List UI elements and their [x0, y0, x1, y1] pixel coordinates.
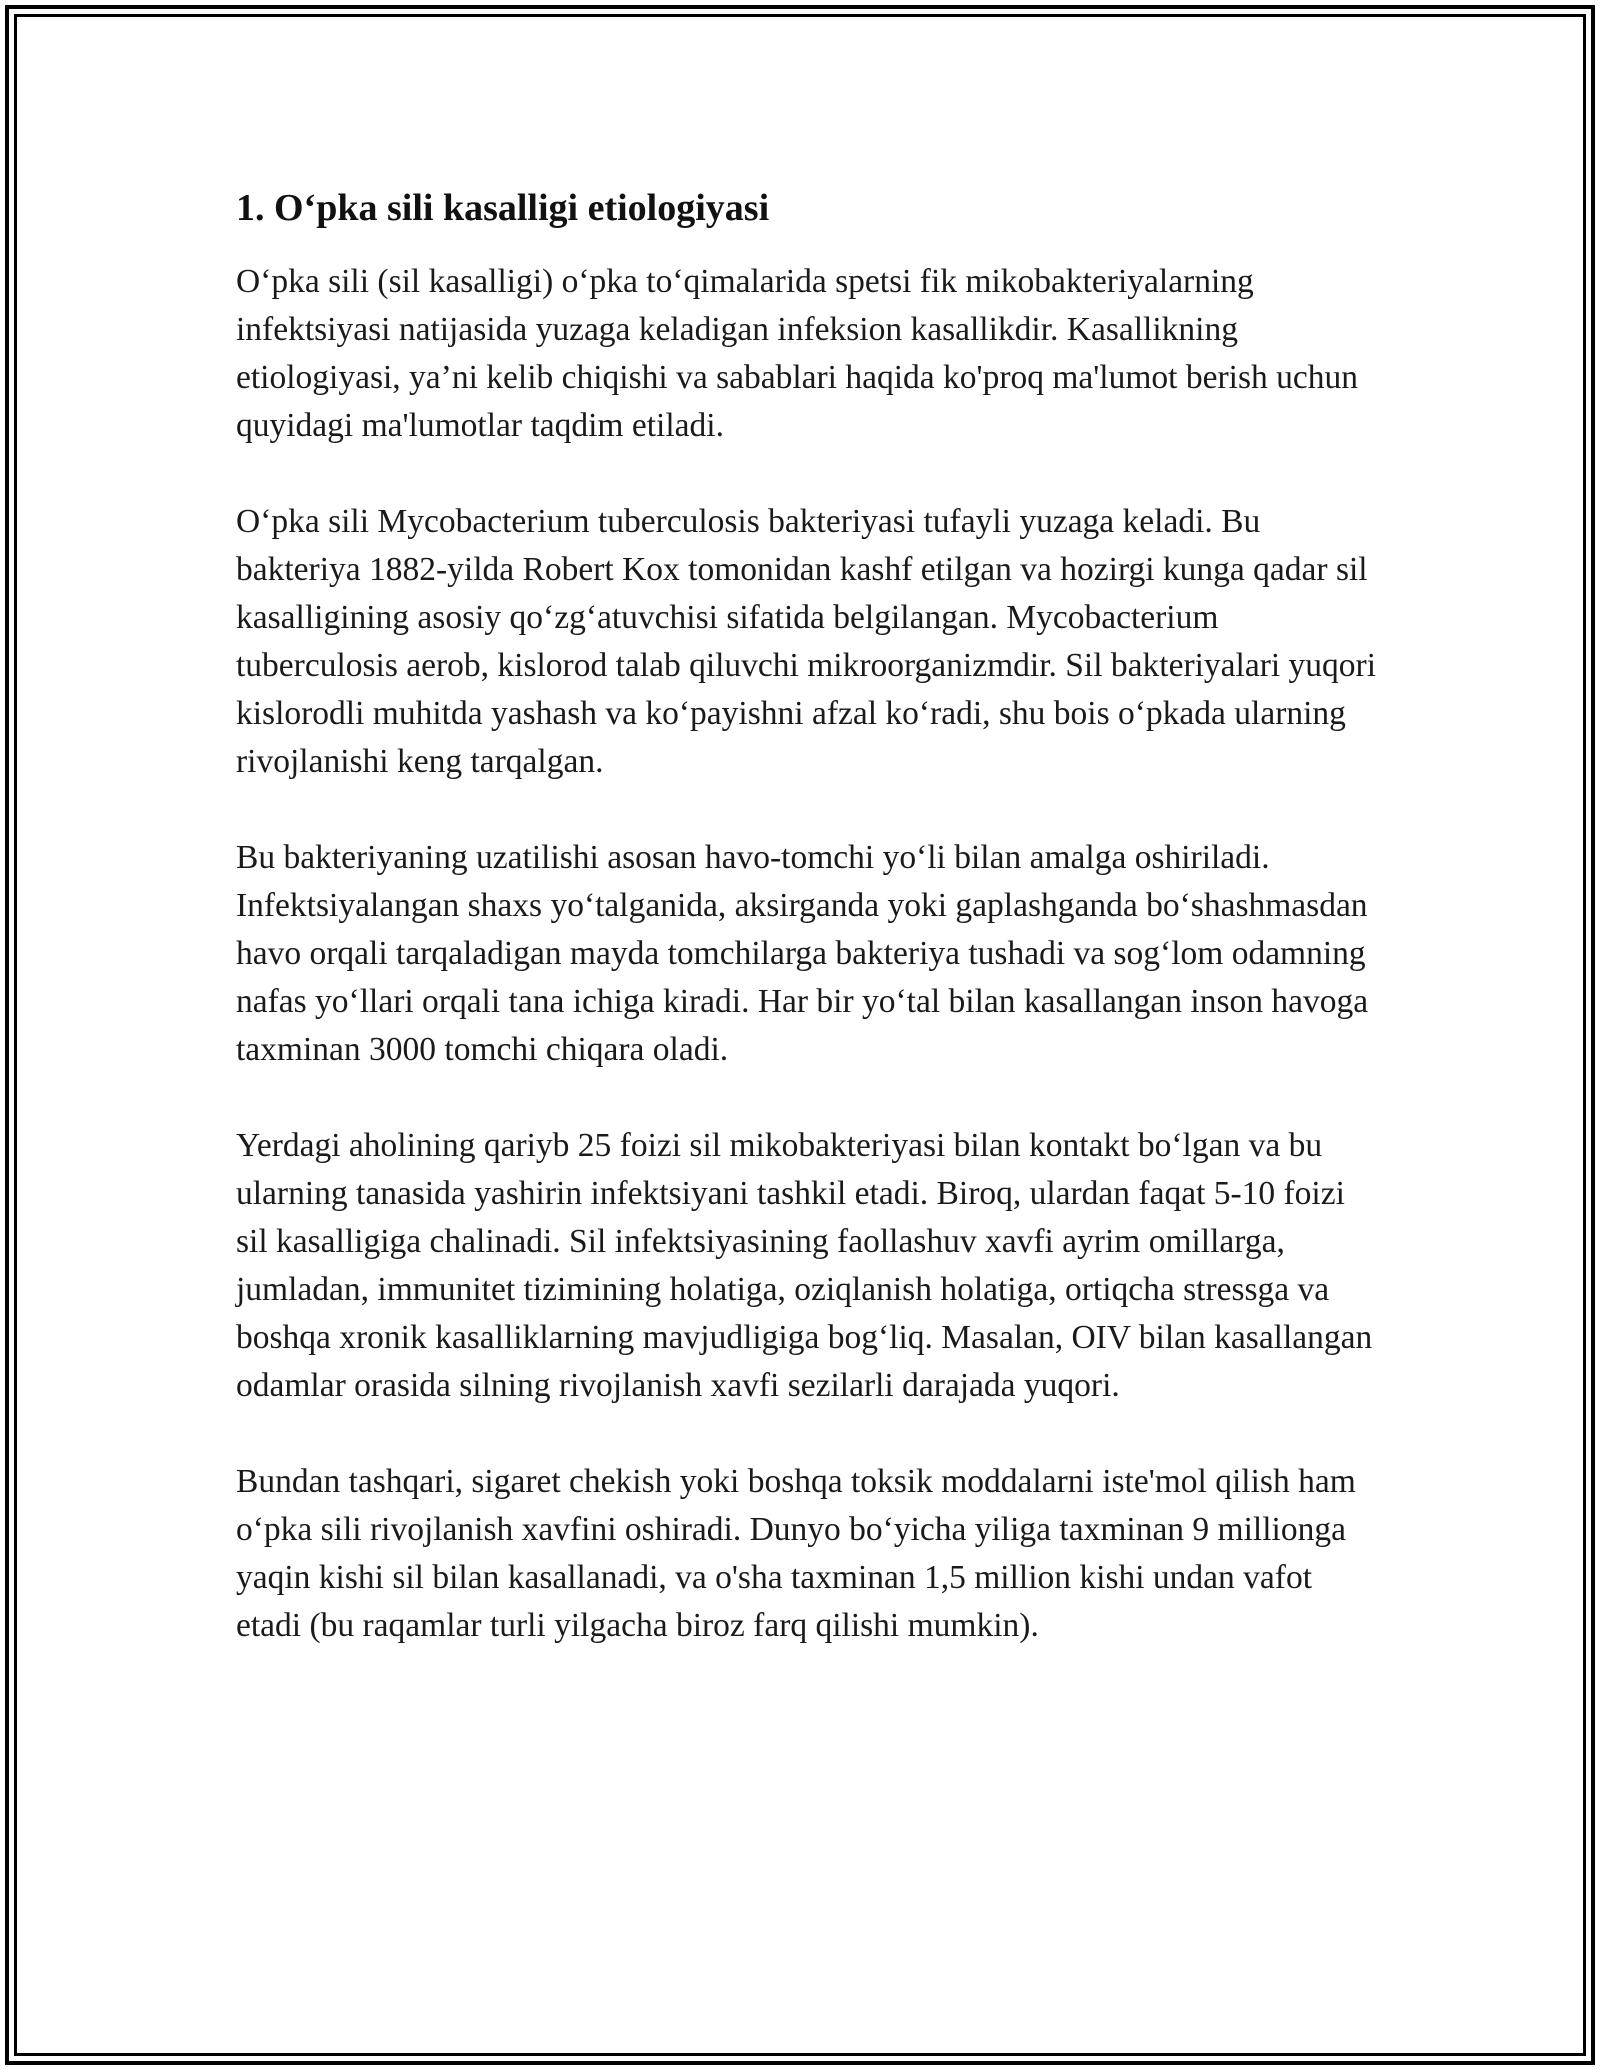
- document-title: 1. O‘pka sili kasalligi etiologiyasi: [236, 187, 770, 229]
- paragraph-risk-factors: Yerdagi aholining qariyb 25 foizi sil mikobakteriyasi bilan kontakt bo‘lgan va bu ularning tanasida yashirin infektsiyani tashkil etadi. Biroq, ulardan faqat 5-10 foizi sil kasalligiga chalinadi. Sil infektsiyasining faollashuv xavfi ayrim omillarga, jumladan, immunitet tizimining holatiga, oziqlanish holatiga, ortiqcha stressga va boshqa xronik kasalliklarning mavjudligiga bog‘liq. Masalan, OIV bilan kasallangan odamlar orasida silning rivojlanish xavfi sezilarli darajada yuqori.: [236, 1126, 1373, 1404]
- paragraph-statistics: Bundan tashqari, sigaret chekish yoki boshqa toksik moddalarni iste'mol qilish ham o‘pka sili rivojlanish xavfini oshiradi. Dunyo bo‘yicha yiliga taxminan 9 millionga yaqin kishi sil bilan kasallanadi, va o'sha taxminan 1,5 million kishi undan vafot etadi (bu raqamlar turli yilgacha biroz farq qilishi mumkin).: [236, 1462, 1356, 1644]
- paragraph-transmission: Bu bakteriyaning uzatilishi asosan havo-tomchi yo‘li bilan amalga oshiriladi. Infektsiyalangan shaxs yo‘talganida, aksirganda yoki gaplashganda bo‘shashmasdan havo orqali tarqaladigan mayda tomchilarga bakteriya tushadi va sog‘lom odamning nafas yo‘llari orqali tana ichiga kiradi. Har bir yo‘tal bilan kasallangan inson havoga taxminan 3000 tomchi chiqara oladi.: [236, 838, 1369, 1068]
- paragraph-pathogen: O‘pka sili Mycobacterium tuberculosis bakteriyasi tufayli yuzaga keladi. Bu bakteriya 1882-yilda Robert Kox tomonidan kashf etilgan va hozirgi kunga qadar sil kasalligining asosiy qo‘zg‘atuvchisi sifatida belgilangan. Mycobacterium tuberculosis aerob, kislorod talab qiluvchi mikroorganizmdir. Sil bakteriyalari yuqori kislorodli muhitda yashash va ko‘payishni afzal ko‘radi, shu bois o‘pkada ularning rivojlanishi keng tarqalgan.: [236, 502, 1376, 780]
- document-body: [236, 186, 1376, 1698]
- paragraph-intro: O‘pka sili (sil kasalligi) o‘pka to‘qimalarida spetsi fik mikobakteriyalarning infektsiyasi natijasida yuzaga keladigan infeksion kasallikdir. Kasallikning etiologiyasi, ya’ni kelib chiqishi va sabablari haqida ko'proq ma'lumot berish uchun quyidagi ma'lumotlar taqdim etiladi.: [236, 262, 1358, 444]
